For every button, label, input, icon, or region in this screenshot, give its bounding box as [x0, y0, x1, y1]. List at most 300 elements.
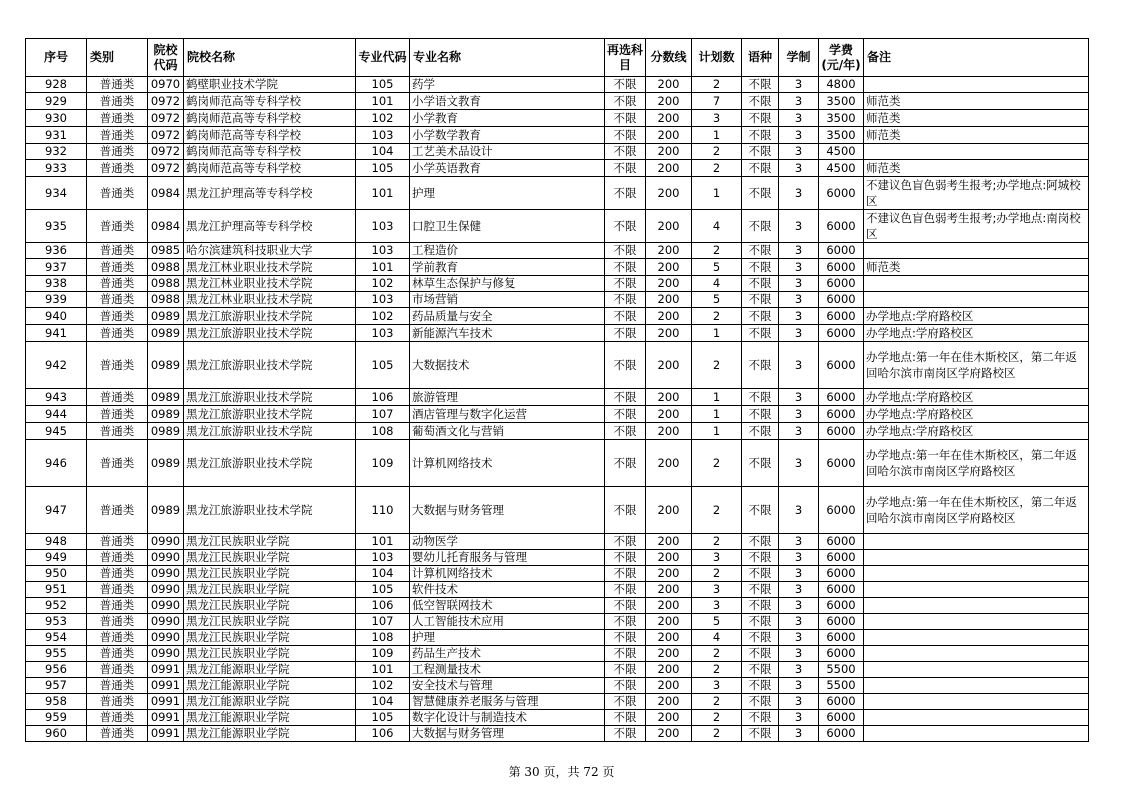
cell-tuition: 6000	[819, 308, 864, 325]
table-body	[26, 77, 1089, 742]
cell-school-name: 黑龙江能源职业学院	[184, 694, 356, 710]
cell-reselect: 不限	[605, 710, 646, 726]
cell-school-code: 0990	[148, 534, 184, 550]
cell-plan: 2	[692, 342, 742, 389]
cell-tuition: 6000	[819, 487, 864, 534]
cell-years: 3	[779, 423, 819, 440]
cell-category: 普通类	[87, 177, 148, 210]
cell-school-code: 0990	[148, 550, 184, 566]
cell-plan: 2	[692, 662, 742, 678]
cell-category: 普通类	[87, 243, 148, 259]
cell-tuition: 6000	[819, 292, 864, 308]
cell-major-code: 105	[356, 582, 410, 598]
cell-major-name: 葡萄酒文化与营销	[410, 423, 605, 440]
cell-category: 普通类	[87, 308, 148, 325]
cell-category: 普通类	[87, 342, 148, 389]
cell-score-line: 200	[646, 646, 692, 662]
cell-plan: 1	[692, 127, 742, 144]
cell-note	[864, 646, 1089, 662]
cell-seq: 952	[26, 598, 87, 614]
cell-plan: 2	[692, 440, 742, 487]
cell-category: 普通类	[87, 160, 148, 177]
cell-note	[864, 678, 1089, 694]
cell-school-name: 黑龙江旅游职业技术学院	[184, 406, 356, 423]
cell-category: 普通类	[87, 694, 148, 710]
cell-score-line: 200	[646, 77, 692, 93]
cell-seq: 948	[26, 534, 87, 550]
cell-plan: 3	[692, 110, 742, 127]
cell-school-code: 0989	[148, 487, 184, 534]
cell-note	[864, 144, 1089, 160]
cell-language: 不限	[742, 292, 779, 308]
cell-major-name: 软件技术	[410, 582, 605, 598]
cell-note: 不建议色盲色弱考生报考;办学地点:阿城校区	[864, 177, 1089, 210]
cell-major-code: 108	[356, 423, 410, 440]
cell-seq: 957	[26, 678, 87, 694]
cell-reselect: 不限	[605, 93, 646, 110]
cell-major-code: 102	[356, 308, 410, 325]
cell-score-line: 200	[646, 662, 692, 678]
cell-score-line: 200	[646, 127, 692, 144]
cell-seq: 956	[26, 662, 87, 678]
cell-major-code: 101	[356, 662, 410, 678]
cell-category: 普通类	[87, 325, 148, 342]
cell-school-name: 黑龙江林业职业技术学院	[184, 292, 356, 308]
cell-tuition: 6000	[819, 710, 864, 726]
cell-years: 3	[779, 325, 819, 342]
cell-seq: 949	[26, 550, 87, 566]
cell-reselect: 不限	[605, 160, 646, 177]
cell-major-name: 小学教育	[410, 110, 605, 127]
cell-language: 不限	[742, 630, 779, 646]
cell-school-code: 0972	[148, 127, 184, 144]
cell-school-name: 鹤岗师范高等专科学校	[184, 160, 356, 177]
cell-reselect: 不限	[605, 292, 646, 308]
cell-school-code: 0990	[148, 598, 184, 614]
cell-school-code: 0989	[148, 440, 184, 487]
cell-score-line: 200	[646, 389, 692, 406]
cell-category: 普通类	[87, 662, 148, 678]
cell-major-code: 102	[356, 276, 410, 292]
cell-school-code: 0972	[148, 160, 184, 177]
cell-major-code: 102	[356, 678, 410, 694]
table-row	[26, 662, 1089, 678]
cell-school-code: 0988	[148, 276, 184, 292]
cell-reselect: 不限	[605, 694, 646, 710]
cell-tuition: 6000	[819, 694, 864, 710]
cell-seq: 951	[26, 582, 87, 598]
cell-seq: 930	[26, 110, 87, 127]
cell-category: 普通类	[87, 440, 148, 487]
cell-plan: 2	[692, 487, 742, 534]
cell-plan: 5	[692, 259, 742, 276]
cell-reselect: 不限	[605, 276, 646, 292]
cell-category: 普通类	[87, 598, 148, 614]
cell-language: 不限	[742, 694, 779, 710]
cell-major-name: 大数据与财务管理	[410, 487, 605, 534]
cell-score-line: 200	[646, 598, 692, 614]
cell-seq: 947	[26, 487, 87, 534]
cell-score-line: 200	[646, 534, 692, 550]
cell-years: 3	[779, 127, 819, 144]
cell-years: 3	[779, 210, 819, 243]
cell-language: 不限	[742, 662, 779, 678]
cell-reselect: 不限	[605, 440, 646, 487]
cell-major-code: 104	[356, 144, 410, 160]
header-score-line: 分数线	[646, 39, 692, 77]
cell-school-code: 0988	[148, 259, 184, 276]
cell-plan: 2	[692, 694, 742, 710]
cell-reselect: 不限	[605, 566, 646, 582]
admissions-table	[25, 38, 1089, 742]
cell-major-name: 护理	[410, 630, 605, 646]
cell-tuition: 6000	[819, 276, 864, 292]
cell-reselect: 不限	[605, 678, 646, 694]
cell-major-name: 动物医学	[410, 534, 605, 550]
table-header-row	[26, 39, 1089, 77]
cell-plan: 1	[692, 325, 742, 342]
cell-major-code: 106	[356, 389, 410, 406]
cell-score-line: 200	[646, 110, 692, 127]
cell-plan: 2	[692, 566, 742, 582]
cell-note: 师范类	[864, 160, 1089, 177]
cell-language: 不限	[742, 276, 779, 292]
cell-score-line: 200	[646, 726, 692, 742]
header-years: 学制	[779, 39, 819, 77]
cell-language: 不限	[742, 93, 779, 110]
cell-school-name: 黑龙江能源职业学院	[184, 678, 356, 694]
cell-plan: 1	[692, 423, 742, 440]
cell-category: 普通类	[87, 487, 148, 534]
cell-tuition: 6000	[819, 582, 864, 598]
cell-major-name: 大数据技术	[410, 342, 605, 389]
table-row	[26, 614, 1089, 630]
cell-category: 普通类	[87, 127, 148, 144]
cell-years: 3	[779, 77, 819, 93]
cell-seq: 931	[26, 127, 87, 144]
table-row	[26, 534, 1089, 550]
cell-reselect: 不限	[605, 662, 646, 678]
cell-school-code: 0991	[148, 726, 184, 742]
cell-school-name: 黑龙江旅游职业技术学院	[184, 423, 356, 440]
cell-major-name: 婴幼儿托育服务与管理	[410, 550, 605, 566]
cell-seq: 958	[26, 694, 87, 710]
cell-school-code: 0991	[148, 710, 184, 726]
cell-score-line: 200	[646, 276, 692, 292]
cell-language: 不限	[742, 534, 779, 550]
cell-years: 3	[779, 342, 819, 389]
cell-major-code: 105	[356, 160, 410, 177]
cell-score-line: 200	[646, 308, 692, 325]
cell-school-name: 黑龙江能源职业学院	[184, 726, 356, 742]
cell-major-code: 104	[356, 694, 410, 710]
cell-years: 3	[779, 93, 819, 110]
cell-category: 普通类	[87, 292, 148, 308]
cell-major-name: 旅游管理	[410, 389, 605, 406]
cell-seq: 950	[26, 566, 87, 582]
cell-score-line: 200	[646, 630, 692, 646]
table-row	[26, 325, 1089, 342]
cell-school-code: 0988	[148, 292, 184, 308]
cell-plan: 3	[692, 598, 742, 614]
cell-plan: 3	[692, 582, 742, 598]
cell-years: 3	[779, 308, 819, 325]
cell-major-name: 大数据与财务管理	[410, 726, 605, 742]
cell-language: 不限	[742, 487, 779, 534]
cell-seq: 942	[26, 342, 87, 389]
cell-note	[864, 662, 1089, 678]
cell-school-code: 0990	[148, 614, 184, 630]
cell-note: 师范类	[864, 127, 1089, 144]
cell-plan: 2	[692, 160, 742, 177]
cell-major-code: 103	[356, 325, 410, 342]
cell-language: 不限	[742, 127, 779, 144]
cell-reselect: 不限	[605, 534, 646, 550]
cell-score-line: 200	[646, 678, 692, 694]
cell-major-name: 安全技术与管理	[410, 678, 605, 694]
cell-major-code: 109	[356, 440, 410, 487]
cell-major-name: 林草生态保护与修复	[410, 276, 605, 292]
table-row	[26, 127, 1089, 144]
cell-major-name: 工程测量技术	[410, 662, 605, 678]
cell-years: 3	[779, 710, 819, 726]
cell-school-code: 0989	[148, 342, 184, 389]
cell-major-code: 107	[356, 406, 410, 423]
cell-tuition: 6000	[819, 389, 864, 406]
cell-seq: 928	[26, 77, 87, 93]
cell-years: 3	[779, 694, 819, 710]
cell-language: 不限	[742, 210, 779, 243]
cell-school-name: 黑龙江旅游职业技术学院	[184, 440, 356, 487]
cell-category: 普通类	[87, 614, 148, 630]
cell-tuition: 6000	[819, 614, 864, 630]
header-major-name: 专业名称	[410, 39, 605, 77]
cell-reselect: 不限	[605, 646, 646, 662]
cell-tuition: 6000	[819, 243, 864, 259]
cell-language: 不限	[742, 423, 779, 440]
cell-reselect: 不限	[605, 77, 646, 93]
cell-seq: 940	[26, 308, 87, 325]
cell-years: 3	[779, 566, 819, 582]
cell-reselect: 不限	[605, 342, 646, 389]
cell-seq: 953	[26, 614, 87, 630]
cell-tuition: 6000	[819, 423, 864, 440]
table-row	[26, 177, 1089, 210]
header-plan: 计划数	[692, 39, 742, 77]
cell-school-code: 0989	[148, 325, 184, 342]
table-row	[26, 550, 1089, 566]
cell-score-line: 200	[646, 614, 692, 630]
cell-category: 普通类	[87, 678, 148, 694]
cell-major-name: 低空智联网技术	[410, 598, 605, 614]
table-row	[26, 292, 1089, 308]
cell-years: 3	[779, 160, 819, 177]
cell-years: 3	[779, 110, 819, 127]
cell-major-code: 103	[356, 127, 410, 144]
cell-school-code: 0991	[148, 694, 184, 710]
cell-seq: 932	[26, 144, 87, 160]
cell-language: 不限	[742, 77, 779, 93]
cell-language: 不限	[742, 598, 779, 614]
table-row	[26, 160, 1089, 177]
cell-major-name: 小学数学教育	[410, 127, 605, 144]
header-tuition: 学费(元/年)	[819, 39, 864, 77]
cell-note	[864, 630, 1089, 646]
cell-category: 普通类	[87, 726, 148, 742]
table-row	[26, 259, 1089, 276]
cell-score-line: 200	[646, 406, 692, 423]
cell-school-code: 0991	[148, 678, 184, 694]
cell-language: 不限	[742, 160, 779, 177]
cell-category: 普通类	[87, 566, 148, 582]
cell-school-name: 黑龙江民族职业学院	[184, 614, 356, 630]
cell-major-name: 酒店管理与数字化运营	[410, 406, 605, 423]
cell-plan: 2	[692, 726, 742, 742]
cell-reselect: 不限	[605, 614, 646, 630]
table-row	[26, 646, 1089, 662]
cell-note: 办学地点:第一年在佳木斯校区，第二年返回哈尔滨市南岗区学府路校区	[864, 342, 1089, 389]
cell-school-code: 0989	[148, 308, 184, 325]
cell-years: 3	[779, 662, 819, 678]
cell-language: 不限	[742, 566, 779, 582]
cell-years: 3	[779, 582, 819, 598]
cell-years: 3	[779, 440, 819, 487]
cell-major-name: 新能源汽车技术	[410, 325, 605, 342]
table-row	[26, 582, 1089, 598]
cell-score-line: 200	[646, 210, 692, 243]
cell-note	[864, 710, 1089, 726]
cell-school-name: 黑龙江旅游职业技术学院	[184, 308, 356, 325]
cell-plan: 1	[692, 406, 742, 423]
cell-note: 师范类	[864, 93, 1089, 110]
cell-category: 普通类	[87, 406, 148, 423]
cell-note: 办学地点:学府路校区	[864, 423, 1089, 440]
cell-major-name: 口腔卫生保健	[410, 210, 605, 243]
cell-category: 普通类	[87, 77, 148, 93]
cell-school-name: 黑龙江护理高等专科学校	[184, 177, 356, 210]
cell-major-code: 101	[356, 93, 410, 110]
cell-seq: 935	[26, 210, 87, 243]
cell-years: 3	[779, 406, 819, 423]
cell-note: 办学地点:第一年在佳木斯校区，第二年返回哈尔滨市南岗区学府路校区	[864, 487, 1089, 534]
cell-school-name: 黑龙江民族职业学院	[184, 582, 356, 598]
cell-category: 普通类	[87, 550, 148, 566]
table-row	[26, 710, 1089, 726]
cell-category: 普通类	[87, 423, 148, 440]
cell-score-line: 200	[646, 342, 692, 389]
cell-note	[864, 77, 1089, 93]
cell-school-code: 0990	[148, 630, 184, 646]
cell-major-name: 小学语文教育	[410, 93, 605, 110]
cell-language: 不限	[742, 678, 779, 694]
cell-reselect: 不限	[605, 423, 646, 440]
cell-school-code: 0984	[148, 177, 184, 210]
cell-tuition: 6000	[819, 406, 864, 423]
cell-seq: 941	[26, 325, 87, 342]
cell-score-line: 200	[646, 93, 692, 110]
cell-major-name: 工艺美术品设计	[410, 144, 605, 160]
cell-school-name: 黑龙江林业职业技术学院	[184, 259, 356, 276]
cell-reselect: 不限	[605, 243, 646, 259]
cell-category: 普通类	[87, 534, 148, 550]
cell-seq: 959	[26, 710, 87, 726]
cell-school-name: 鹤岗师范高等专科学校	[184, 110, 356, 127]
cell-major-code: 101	[356, 177, 410, 210]
cell-tuition: 6000	[819, 325, 864, 342]
cell-reselect: 不限	[605, 389, 646, 406]
header-school-code: 院校代码	[148, 39, 184, 77]
cell-reselect: 不限	[605, 259, 646, 276]
cell-language: 不限	[742, 389, 779, 406]
cell-school-code: 0972	[148, 144, 184, 160]
cell-major-name: 数字化设计与制造技术	[410, 710, 605, 726]
cell-major-code: 106	[356, 726, 410, 742]
cell-score-line: 200	[646, 177, 692, 210]
cell-note: 不建议色盲色弱考生报考;办学地点:南岗校区	[864, 210, 1089, 243]
table-row	[26, 342, 1089, 389]
cell-note	[864, 598, 1089, 614]
table-row	[26, 93, 1089, 110]
cell-school-code: 0990	[148, 566, 184, 582]
cell-seq: 955	[26, 646, 87, 662]
cell-seq: 934	[26, 177, 87, 210]
cell-seq: 929	[26, 93, 87, 110]
cell-language: 不限	[742, 144, 779, 160]
cell-language: 不限	[742, 550, 779, 566]
cell-language: 不限	[742, 308, 779, 325]
cell-major-code: 108	[356, 630, 410, 646]
cell-school-code: 0970	[148, 77, 184, 93]
cell-years: 3	[779, 243, 819, 259]
table-row	[26, 243, 1089, 259]
cell-seq: 954	[26, 630, 87, 646]
table-row	[26, 406, 1089, 423]
cell-note: 师范类	[864, 110, 1089, 127]
cell-major-name: 药品质量与安全	[410, 308, 605, 325]
cell-category: 普通类	[87, 646, 148, 662]
cell-school-name: 黑龙江林业职业技术学院	[184, 276, 356, 292]
cell-language: 不限	[742, 406, 779, 423]
cell-note	[864, 582, 1089, 598]
cell-major-code: 109	[356, 646, 410, 662]
table-row	[26, 144, 1089, 160]
cell-reselect: 不限	[605, 210, 646, 243]
cell-language: 不限	[742, 243, 779, 259]
table-row	[26, 726, 1089, 742]
cell-major-code: 103	[356, 550, 410, 566]
cell-major-name: 工程造价	[410, 243, 605, 259]
cell-school-name: 黑龙江旅游职业技术学院	[184, 389, 356, 406]
header-seq: 序号	[26, 39, 87, 77]
cell-tuition: 4800	[819, 77, 864, 93]
cell-category: 普通类	[87, 110, 148, 127]
cell-school-name: 黑龙江民族职业学院	[184, 598, 356, 614]
cell-note: 办学地点:学府路校区	[864, 325, 1089, 342]
cell-major-code: 107	[356, 614, 410, 630]
cell-language: 不限	[742, 614, 779, 630]
cell-years: 3	[779, 144, 819, 160]
cell-category: 普通类	[87, 276, 148, 292]
table-row	[26, 487, 1089, 534]
cell-school-code: 0989	[148, 406, 184, 423]
cell-seq: 943	[26, 389, 87, 406]
cell-years: 3	[779, 726, 819, 742]
table-row	[26, 678, 1089, 694]
cell-reselect: 不限	[605, 726, 646, 742]
cell-category: 普通类	[87, 389, 148, 406]
cell-language: 不限	[742, 440, 779, 487]
cell-seq: 946	[26, 440, 87, 487]
